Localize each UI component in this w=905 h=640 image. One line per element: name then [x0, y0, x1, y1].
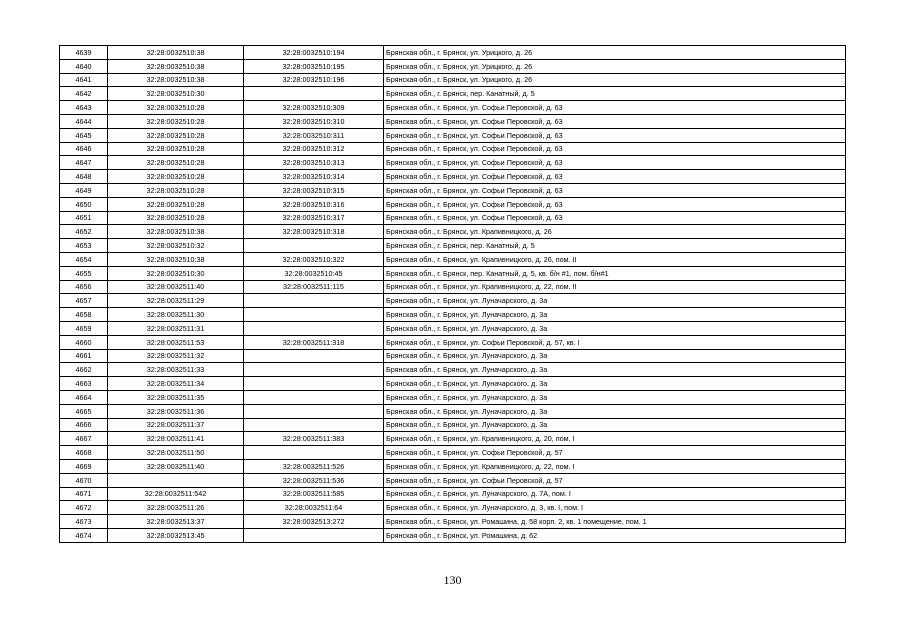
table-row — [60, 197, 846, 211]
row-number-cell: 4671 — [60, 487, 108, 501]
row-number-cell: 4655 — [60, 266, 108, 280]
parcel-cadastral-number-cell: 32:28:0032510:30 — [108, 266, 244, 280]
parcel-cadastral-number-cell: 32:28:0032511:40 — [108, 280, 244, 294]
table-row — [60, 528, 846, 542]
parcel-cadastral-number-cell: 32:28:0032510:28 — [108, 114, 244, 128]
address-cell: Брянская обл., г. Брянск, ул. Софьи Перовской, д. 63 — [384, 101, 846, 115]
address-cell: Брянская обл., г. Брянск, пер. Канатный, д. 5 — [384, 239, 846, 253]
row-number-cell: 4667 — [60, 432, 108, 446]
table-row — [60, 487, 846, 501]
row-number-cell: 4652 — [60, 225, 108, 239]
address-cell: Брянская обл., г. Брянск, ул. Крапивницкого, д. 22, пом. II — [384, 280, 846, 294]
parcel-cadastral-number-cell: 32:28:0032510:38 — [108, 73, 244, 87]
row-number-cell: 4650 — [60, 197, 108, 211]
address-cell: Брянская обл., г. Брянск, ул. Луначарского, д. 3а — [384, 294, 846, 308]
table-row — [60, 170, 846, 184]
address-cell: Брянская обл., г. Брянск, ул. Софьи Перовской, д. 63 — [384, 211, 846, 225]
row-number-cell: 4639 — [60, 46, 108, 60]
object-cadastral-number-cell: 32:28:0032510:310 — [244, 114, 384, 128]
parcel-cadastral-number-cell: 32:28:0032510:28 — [108, 156, 244, 170]
address-cell: Брянская обл., г. Брянск, пер. Канатный, д. 5 — [384, 87, 846, 101]
object-cadastral-number-cell — [244, 349, 384, 363]
parcel-cadastral-number-cell: 32:28:0032510:38 — [108, 252, 244, 266]
address-cell: Брянская обл., г. Брянск, ул. Софьи Перовской, д. 63 — [384, 142, 846, 156]
parcel-cadastral-number-cell: 32:28:0032511:36 — [108, 404, 244, 418]
table-row — [60, 87, 846, 101]
object-cadastral-number-cell — [244, 239, 384, 253]
table-row — [60, 280, 846, 294]
parcel-cadastral-number-cell: 32:28:0032511:53 — [108, 335, 244, 349]
address-cell: Брянская обл., г. Брянск, ул. Крапивницкого, д. 26, пом. II — [384, 252, 846, 266]
address-cell: Брянская обл., г. Брянск, ул. Софьи Перовской, д. 63 — [384, 114, 846, 128]
address-cell: Брянская обл., г. Брянск, ул. Луначарского, д. 3а — [384, 363, 846, 377]
row-number-cell: 4653 — [60, 239, 108, 253]
parcel-cadastral-number-cell: 32:28:0032511:26 — [108, 501, 244, 515]
object-cadastral-number-cell: 32:28:0032510:194 — [244, 46, 384, 60]
page-number: 130 — [443, 573, 462, 587]
object-cadastral-number-cell — [244, 377, 384, 391]
table-row — [60, 473, 846, 487]
table-row — [60, 515, 846, 529]
row-number-cell: 4642 — [60, 87, 108, 101]
object-cadastral-number-cell — [244, 87, 384, 101]
table-row — [60, 46, 846, 60]
object-cadastral-number-cell: 32:28:0032510:312 — [244, 142, 384, 156]
row-number-cell: 4662 — [60, 363, 108, 377]
parcel-cadastral-number-cell — [108, 473, 244, 487]
address-cell: Брянская обл., г. Брянск, ул. Луначарского, д. 3а — [384, 377, 846, 391]
object-cadastral-number-cell: 32:28:0032513:272 — [244, 515, 384, 529]
object-cadastral-number-cell — [244, 294, 384, 308]
object-cadastral-number-cell: 32:28:0032510:315 — [244, 183, 384, 197]
object-cadastral-number-cell: 32:28:0032510:311 — [244, 128, 384, 142]
table-row — [60, 501, 846, 515]
object-cadastral-number-cell — [244, 321, 384, 335]
parcel-cadastral-number-cell: 32:28:0032511:33 — [108, 363, 244, 377]
table-row — [60, 101, 846, 115]
parcel-cadastral-number-cell: 32:28:0032510:32 — [108, 239, 244, 253]
object-cadastral-number-cell: 32:28:0032511:318 — [244, 335, 384, 349]
object-cadastral-number-cell — [244, 528, 384, 542]
cadastral-table — [59, 45, 846, 543]
address-cell: Брянская обл., г. Брянск, ул. Луначарского, д. 7А, пом. I — [384, 487, 846, 501]
parcel-cadastral-number-cell: 32:28:0032511:29 — [108, 294, 244, 308]
parcel-cadastral-number-cell: 32:28:0032510:28 — [108, 128, 244, 142]
address-cell: Брянская обл., г. Брянск, ул. Софьи Перовской, д. 63 — [384, 128, 846, 142]
parcel-cadastral-number-cell: 32:28:0032510:28 — [108, 183, 244, 197]
address-cell: Брянская обл., г. Брянск, ул. Луначарского, д. 3а — [384, 390, 846, 404]
parcel-cadastral-number-cell: 32:28:0032511:37 — [108, 418, 244, 432]
parcel-cadastral-number-cell: 32:28:0032510:30 — [108, 87, 244, 101]
row-number-cell: 4670 — [60, 473, 108, 487]
table-row — [60, 183, 846, 197]
table-row — [60, 321, 846, 335]
parcel-cadastral-number-cell: 32:28:0032510:38 — [108, 59, 244, 73]
table-row — [60, 252, 846, 266]
row-number-cell: 4666 — [60, 418, 108, 432]
object-cadastral-number-cell — [244, 308, 384, 322]
address-cell: Брянская обл., г. Брянск, ул. Урицкого, д. 26 — [384, 73, 846, 87]
parcel-cadastral-number-cell: 32:28:0032510:38 — [108, 225, 244, 239]
address-cell: Брянская обл., г. Брянск, ул. Софьи Перовской, д. 63 — [384, 183, 846, 197]
row-number-cell: 4659 — [60, 321, 108, 335]
table-row — [60, 377, 846, 391]
row-number-cell: 4651 — [60, 211, 108, 225]
row-number-cell: 4656 — [60, 280, 108, 294]
parcel-cadastral-number-cell: 32:28:0032511:41 — [108, 432, 244, 446]
parcel-cadastral-number-cell: 32:28:0032511:40 — [108, 459, 244, 473]
object-cadastral-number-cell — [244, 446, 384, 460]
table-row — [60, 239, 846, 253]
row-number-cell: 4663 — [60, 377, 108, 391]
address-cell: Брянская обл., г. Брянск, ул. Крапивницкого, д. 20, пом. I — [384, 432, 846, 446]
row-number-cell: 4647 — [60, 156, 108, 170]
table-row — [60, 418, 846, 432]
table-row — [60, 73, 846, 87]
parcel-cadastral-number-cell: 32:28:0032511:30 — [108, 308, 244, 322]
parcel-cadastral-number-cell: 32:28:0032510:28 — [108, 197, 244, 211]
address-cell: Брянская обл., г. Брянск, ул. Софьи Перовской, д. 63 — [384, 197, 846, 211]
row-number-cell: 4668 — [60, 446, 108, 460]
row-number-cell: 4661 — [60, 349, 108, 363]
address-cell: Брянская обл., г. Брянск, ул. Софьи Перовской, д. 57 — [384, 473, 846, 487]
table-body — [60, 46, 846, 543]
row-number-cell: 4644 — [60, 114, 108, 128]
table-row — [60, 59, 846, 73]
object-cadastral-number-cell: 32:28:0032510:196 — [244, 73, 384, 87]
object-cadastral-number-cell — [244, 418, 384, 432]
object-cadastral-number-cell: 32:28:0032510:309 — [244, 101, 384, 115]
row-number-cell: 4660 — [60, 335, 108, 349]
address-cell: Брянская обл., г. Брянск, ул. Луначарского, д. 3а — [384, 404, 846, 418]
table-row — [60, 156, 846, 170]
object-cadastral-number-cell: 32:28:0032511:526 — [244, 459, 384, 473]
parcel-cadastral-number-cell: 32:28:0032511:35 — [108, 390, 244, 404]
table-row — [60, 363, 846, 377]
row-number-cell: 4649 — [60, 183, 108, 197]
row-number-cell: 4640 — [60, 59, 108, 73]
row-number-cell: 4673 — [60, 515, 108, 529]
parcel-cadastral-number-cell: 32:28:0032513:37 — [108, 515, 244, 529]
object-cadastral-number-cell: 32:28:0032510:195 — [244, 59, 384, 73]
row-number-cell: 4665 — [60, 404, 108, 418]
object-cadastral-number-cell — [244, 390, 384, 404]
row-number-cell: 4645 — [60, 128, 108, 142]
table-row — [60, 446, 846, 460]
row-number-cell: 4641 — [60, 73, 108, 87]
object-cadastral-number-cell: 32:28:0032510:45 — [244, 266, 384, 280]
row-number-cell: 4654 — [60, 252, 108, 266]
object-cadastral-number-cell: 32:28:0032510:314 — [244, 170, 384, 184]
parcel-cadastral-number-cell: 32:28:0032511:34 — [108, 377, 244, 391]
table-row — [60, 349, 846, 363]
parcel-cadastral-number-cell: 32:28:0032511:50 — [108, 446, 244, 460]
address-cell: Брянская обл., г. Брянск, ул. Луначарского, д. 3а — [384, 349, 846, 363]
object-cadastral-number-cell: 32:28:0032511:115 — [244, 280, 384, 294]
address-cell: Брянская обл., г. Брянск, ул. Луначарского, д. 3а — [384, 308, 846, 322]
object-cadastral-number-cell — [244, 363, 384, 377]
address-cell: Брянская обл., г. Брянск, ул. Ромашина, д. 58 корп. 2, кв. 1 помещение, пом. 1 — [384, 515, 846, 529]
table-row — [60, 142, 846, 156]
row-number-cell: 4648 — [60, 170, 108, 184]
object-cadastral-number-cell: 32:28:0032511:383 — [244, 432, 384, 446]
address-cell: Брянская обл., г. Брянск, ул. Софьи Перовской, д. 63 — [384, 170, 846, 184]
table-row — [60, 294, 846, 308]
object-cadastral-number-cell: 32:28:0032511:585 — [244, 487, 384, 501]
parcel-cadastral-number-cell: 32:28:0032511:32 — [108, 349, 244, 363]
object-cadastral-number-cell — [244, 404, 384, 418]
parcel-cadastral-number-cell: 32:28:0032510:28 — [108, 211, 244, 225]
object-cadastral-number-cell: 32:28:0032510:313 — [244, 156, 384, 170]
address-cell: Брянская обл., г. Брянск, ул. Луначарского, д. 3, кв. I, пом. I — [384, 501, 846, 515]
parcel-cadastral-number-cell: 32:28:0032513:45 — [108, 528, 244, 542]
parcel-cadastral-number-cell: 32:28:0032511:31 — [108, 321, 244, 335]
parcel-cadastral-number-cell: 32:28:0032510:28 — [108, 170, 244, 184]
table-row — [60, 335, 846, 349]
address-cell: Брянская обл., г. Брянск, ул. Луначарского, д. 3а — [384, 321, 846, 335]
parcel-cadastral-number-cell: 32:28:0032510:38 — [108, 46, 244, 60]
parcel-cadastral-number-cell: 32:28:0032510:28 — [108, 142, 244, 156]
object-cadastral-number-cell: 32:28:0032511:64 — [244, 501, 384, 515]
address-cell: Брянская обл., г. Брянск, ул. Луначарского, д. 3а — [384, 418, 846, 432]
table-row — [60, 211, 846, 225]
address-cell: Брянская обл., г. Брянск, ул. Крапивницкого, д. 22, пом. I — [384, 459, 846, 473]
address-cell: Брянская обл., г. Брянск, ул. Софьи Перовской, д. 57, кв. I — [384, 335, 846, 349]
object-cadastral-number-cell: 32:28:0032510:322 — [244, 252, 384, 266]
parcel-cadastral-number-cell: 32:28:0032510:28 — [108, 101, 244, 115]
table-row — [60, 308, 846, 322]
table-row — [60, 225, 846, 239]
table-row — [60, 128, 846, 142]
address-cell: Брянская обл., г. Брянск, ул. Софьи Перовской, д. 57 — [384, 446, 846, 460]
object-cadastral-number-cell: 32:28:0032510:316 — [244, 197, 384, 211]
object-cadastral-number-cell: 32:28:0032511:536 — [244, 473, 384, 487]
parcel-cadastral-number-cell: 32:28:0032511:542 — [108, 487, 244, 501]
row-number-cell: 4643 — [60, 101, 108, 115]
address-cell: Брянская обл., г. Брянск, ул. Крапивницкого, д. 26 — [384, 225, 846, 239]
address-cell: Брянская обл., г. Брянск, ул. Софьи Перовской, д. 63 — [384, 156, 846, 170]
row-number-cell: 4672 — [60, 501, 108, 515]
table-row — [60, 266, 846, 280]
row-number-cell: 4674 — [60, 528, 108, 542]
row-number-cell: 4664 — [60, 390, 108, 404]
table-row — [60, 390, 846, 404]
table-row — [60, 404, 846, 418]
row-number-cell: 4658 — [60, 308, 108, 322]
row-number-cell: 4669 — [60, 459, 108, 473]
address-cell: Брянская обл., г. Брянск, ул. Ромашина, д. 62 — [384, 528, 846, 542]
row-number-cell: 4646 — [60, 142, 108, 156]
address-cell: Брянская обл., г. Брянск, ул. Урицкого, д. 26 — [384, 46, 846, 60]
row-number-cell: 4657 — [60, 294, 108, 308]
table-row — [60, 459, 846, 473]
address-cell: Брянская обл., г. Брянск, пер. Канатный, д. 5, кв. б/н #1, пом. б/н#1 — [384, 266, 846, 280]
address-cell: Брянская обл., г. Брянск, ул. Урицкого, д. 26 — [384, 59, 846, 73]
object-cadastral-number-cell: 32:28:0032510:317 — [244, 211, 384, 225]
table-row — [60, 114, 846, 128]
table-row — [60, 432, 846, 446]
object-cadastral-number-cell: 32:28:0032510:318 — [244, 225, 384, 239]
